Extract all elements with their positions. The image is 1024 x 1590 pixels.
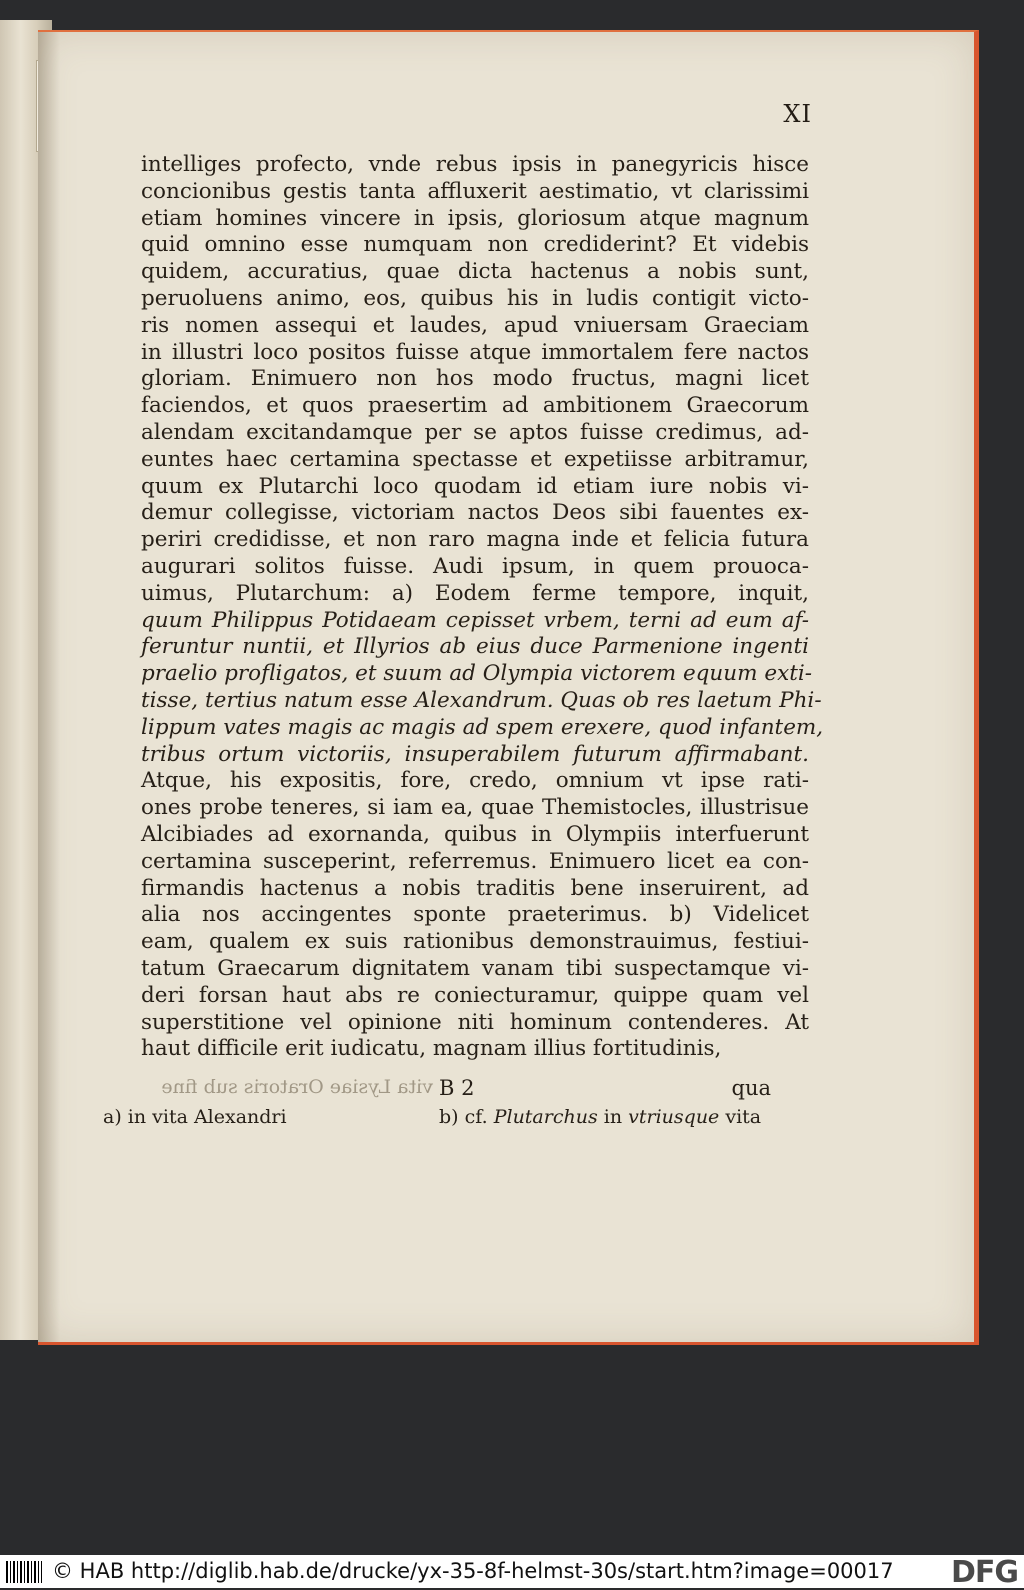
text-line: quum ex Plutarchi loco quodam id etiam iure nobis vi-	[141, 473, 809, 499]
footnote-b-author: Plutarchus	[493, 1106, 598, 1128]
text-line: quid omnino esse numquam non crediderint? Et videbis	[141, 232, 809, 258]
footnotes	[103, 1106, 771, 1134]
text-line: lippum vates magis ac magis ad spem erexere, quod infantem,	[141, 714, 824, 740]
text-line: periri credidisse, et non raro magna inde et felicia futura	[141, 527, 809, 553]
text-line: certamina susceperint, referremus. Enimuero licet ea con-	[141, 848, 809, 874]
footnote-b-mid: in	[603, 1106, 623, 1128]
footnote-b-suffix: vita	[725, 1106, 762, 1128]
text-line: haut difficile erit iudicatu, magnam illius fortitudinis,	[141, 1036, 722, 1062]
text-line: quidem, accuratius, quae dicta hactenus a nobis sunt,	[141, 259, 809, 285]
text-line: Atque, his expositis, fore, credo, omnium vt ipse rati-	[141, 768, 809, 794]
book-page	[38, 30, 979, 1345]
dfg-logo: DFG	[950, 1555, 1018, 1590]
text-line: faciendos, et quos praesertim ad ambitionem Graecorum	[141, 393, 809, 419]
text-line: euntes haec certamina spectasse et expetiisse arbitramur,	[141, 446, 809, 472]
text-line: Alcibiades ad exornanda, quibus in Olympiis interfuerunt	[141, 821, 809, 847]
source-url[interactable]: © HAB http://diglib.hab.de/drucke/yx-35-8f-helmst-30s/start.htm?image=00017	[52, 1559, 894, 1583]
viewer-footer	[0, 1555, 1024, 1588]
text-line: tribus ortum victoriis, insuperabilem futurum affirmabant.	[141, 741, 809, 767]
text-line: etiam homines vincere in ipsis, gloriosum atque magnum	[141, 205, 809, 231]
text-line: concionibus gestis tanta affluxerit aestimatio, vt clarissimi	[141, 178, 809, 204]
text-line: gloriam. Enimuero non hos modo fructus, magni licet	[141, 366, 809, 392]
text-line: firmandis hactenus a nobis traditis bene inseruirent, ad	[141, 875, 809, 901]
signature-row	[103, 1076, 771, 1102]
barcode-icon	[6, 1561, 42, 1583]
text-line: intelliges profecto, vnde rebus ipsis in panegyricis hisce	[141, 152, 809, 177]
text-line: augurari solitos fuisse. Audi ipsum, in quem prouoca-	[141, 553, 809, 579]
text-line: feruntur nuntii, et Illyrios ab eius duce Parmenione ingenti	[141, 634, 809, 660]
text-line: superstitione vel opinione niti hominum contenderes. At	[141, 1009, 809, 1035]
text-line: alendam excitandamque per se aptos fuisse credimus, ad-	[141, 419, 809, 445]
bleed-through-text: vita Lysiae Oratoris sub fine	[161, 1076, 433, 1098]
footnote-b	[439, 1106, 761, 1128]
text-line: tisse, tertius natum esse Alexandrum. Quas ob res laetum Phi-	[141, 687, 822, 713]
footnote-b-prefix: b) cf.	[439, 1106, 488, 1128]
signature-mark: B 2	[439, 1076, 475, 1100]
text-line: peruoluens animo, eos, quibus his in ludis contigit victo-	[141, 285, 809, 311]
text-line: deri forsan haut abs re coniecturamur, quippe quam vel	[141, 982, 809, 1008]
text-line: ris nomen assequi et laudes, apud vniuersam Graeciam	[141, 312, 809, 338]
text-line: ones probe teneres, si iam ea, quae Themistocles, illustrisue	[141, 795, 809, 821]
text-line: eam, qualem ex suis rationibus demonstrauimus, festiui-	[141, 929, 809, 955]
text-line: praelio profligatos, et suum ad Olympia victorem equum exti-	[141, 661, 812, 687]
text-line: quum Philippus Potidaeam cepisset vrbem, terni ad eum af-	[141, 607, 809, 633]
page-gutter-shadow	[38, 32, 60, 1342]
body-text	[141, 152, 824, 1063]
text-line: uimus, Plutarchum: a) Eodem ferme tempore, inquit,	[141, 580, 809, 606]
catchword: qua	[731, 1076, 771, 1100]
footnote-b-italic: vtriusque	[628, 1106, 720, 1128]
text-line: tatum Graecarum dignitatem vanam tibi suspectamque vi-	[141, 955, 809, 981]
text-line: in illustri loco positos fuisse atque immortalem fere nactos	[141, 339, 809, 365]
page-number: XI	[783, 100, 812, 128]
footnote-a: a) in vita Alexandri	[103, 1106, 287, 1128]
text-line: demur collegisse, victoriam nactos Deos sibi fauentes ex-	[141, 500, 809, 526]
text-line: alia nos accingentes sponte praeterimus. b) Videlicet	[141, 902, 809, 928]
